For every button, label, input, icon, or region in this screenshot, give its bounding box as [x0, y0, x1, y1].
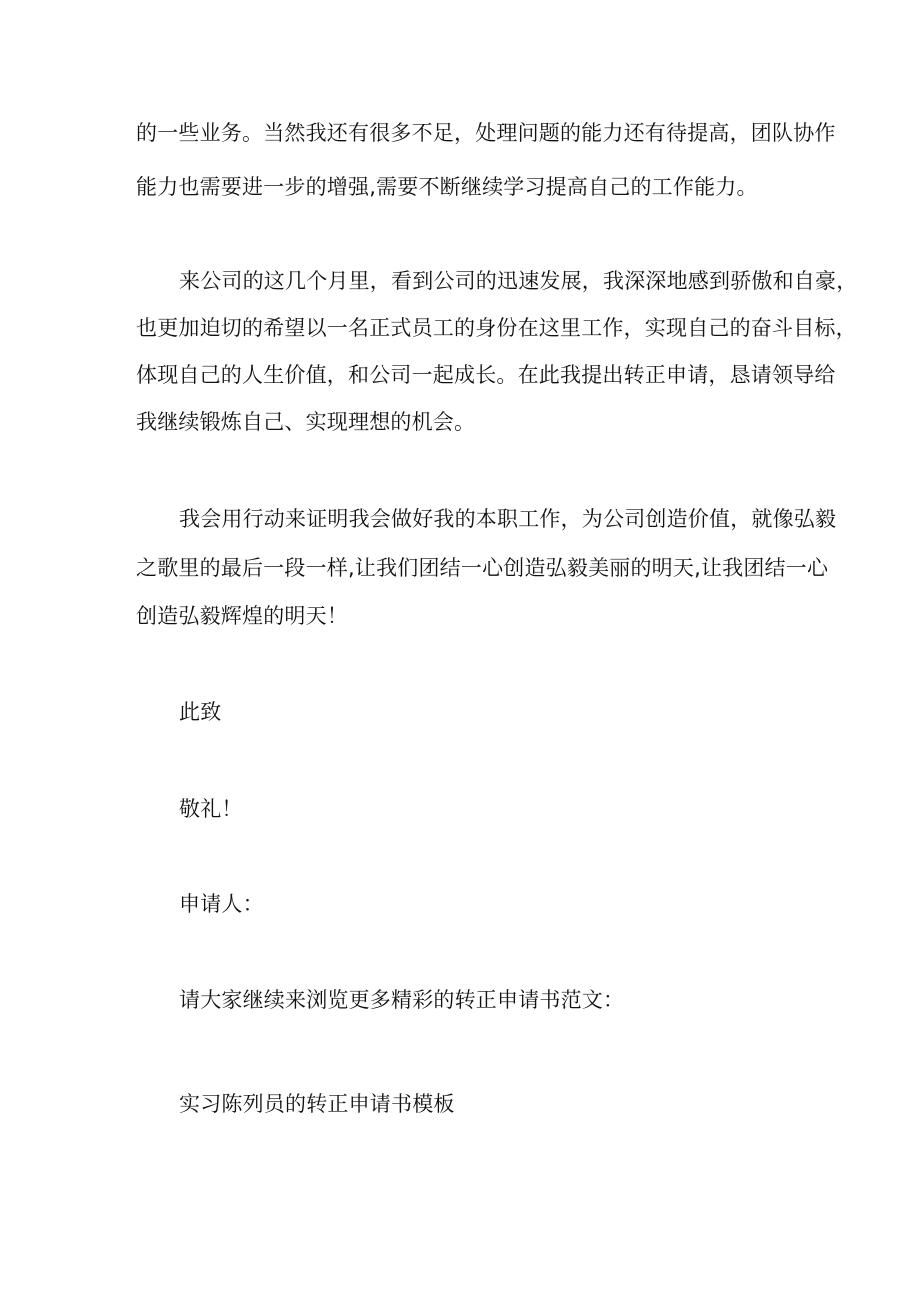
paragraph-line: 我继续锻炼自己、实现理想的机会。 [136, 410, 476, 434]
paragraph-line: 能力也需要进一步的增强,需要不断继续学习提高自己的工作能力。 [136, 175, 758, 199]
paragraph-line: 来公司的这几个月里，看到公司的迅速发展，我深深地感到骄傲和自豪， [179, 269, 858, 293]
paragraph-line: 也更加迫切的希望以一名正式员工的身份在这里工作，实现自己的奋斗目标， [136, 316, 857, 340]
paragraph-line: 创造弘毅辉煌的明天！ [136, 604, 348, 628]
closing-salutation: 此致 [179, 700, 222, 724]
paragraph-line: 之歌里的最后一段一样,让我们团结一心创造弘毅美丽的明天,让我团结一心 [136, 556, 829, 580]
next-article-title[interactable]: 实习陈列员的转正申请书模板 [179, 1092, 455, 1116]
paragraph-line: 我会用行动来证明我会做好我的本职工作，为公司创造价值，就像弘毅 [179, 507, 837, 531]
paragraph-line: 体现自己的人生价值，和公司一起成长。在此我提出转正申请，恳请领导给 [136, 363, 836, 387]
applicant-label: 申请人： [179, 892, 264, 916]
paragraph-line: 的一些业务。当然我还有很多不足，处理问题的能力还有待提高，团队协作 [136, 121, 836, 145]
more-articles-prompt: 请大家继续来浏览更多精彩的转正申请书范文： [179, 988, 625, 1012]
closing-regards: 敬礼！ [179, 797, 243, 821]
